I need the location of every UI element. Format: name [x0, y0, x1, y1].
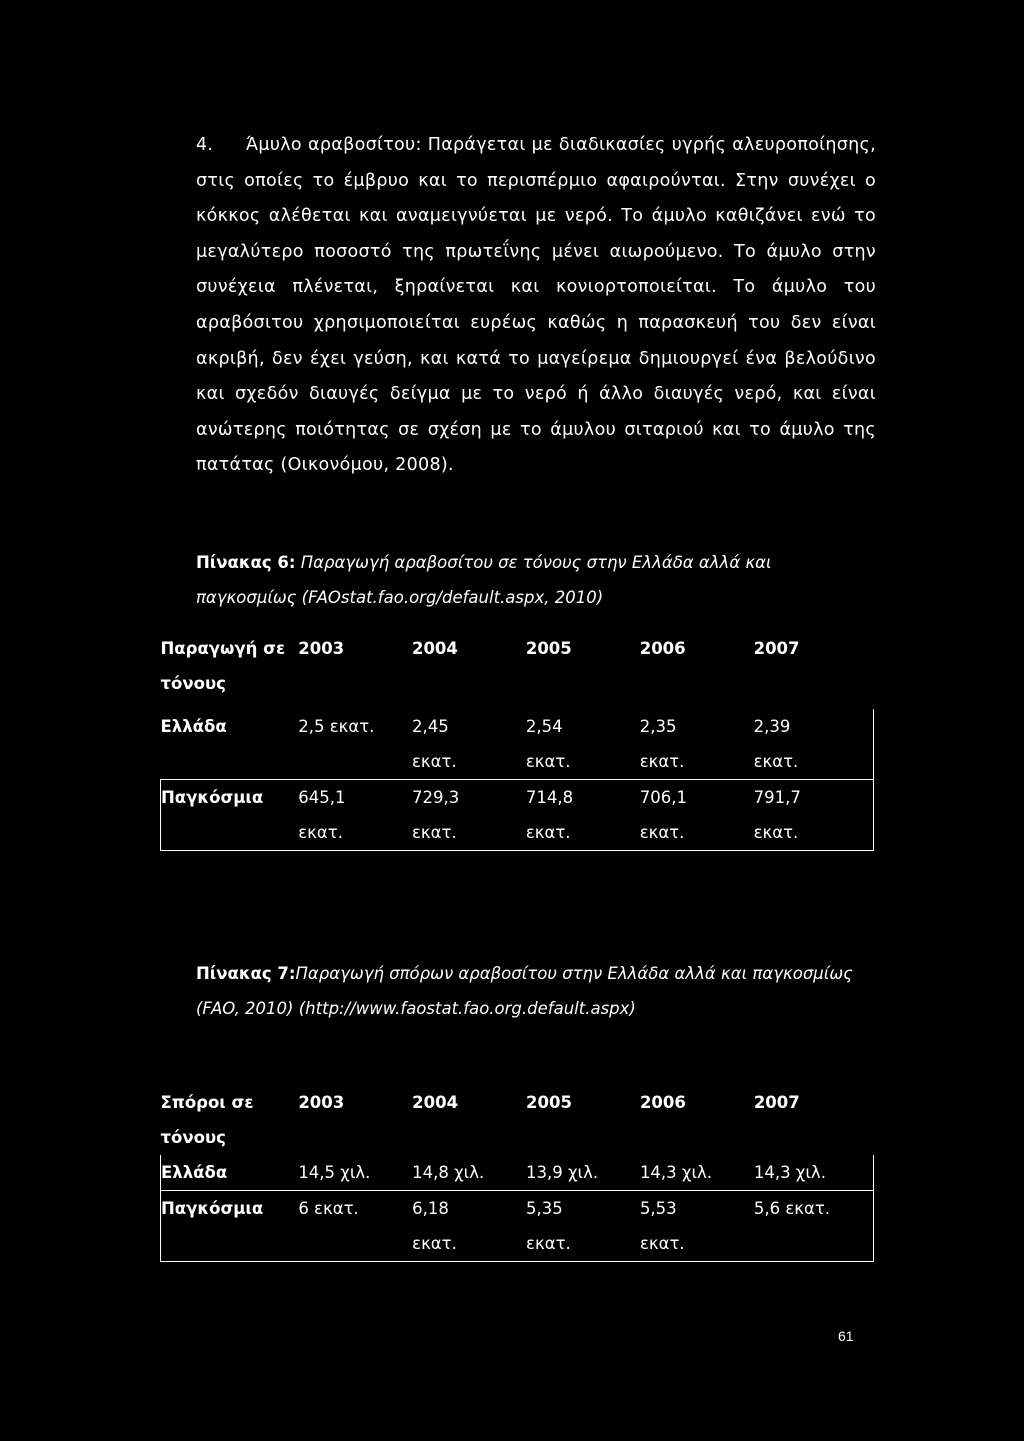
table6-caption-label: Πίνακας 6: [196, 553, 296, 572]
table7-header-cell: 2005 [526, 1093, 572, 1112]
table7-caption [196, 956, 876, 1026]
table-cell: 2,39 εκατ. [754, 709, 874, 780]
table7-header-row [161, 1085, 874, 1155]
paragraph-number: 4. [196, 135, 214, 155]
table-cell: 2,45 εκατ. [411, 717, 457, 771]
table7-caption-label: Πίνακας 7: [196, 964, 296, 983]
table-cell: 13,9 χιλ. [526, 1163, 599, 1182]
table6-caption [196, 545, 876, 615]
table-cell: 2,35 εκατ. [639, 717, 685, 771]
table-cell: 6 εκατ. [298, 1191, 412, 1262]
table-cell: 714,8 εκατ. [526, 780, 640, 851]
table7-header-cell: 2003 [298, 1093, 345, 1112]
body-paragraph [196, 128, 876, 484]
page-number: 61 [838, 1328, 854, 1344]
table-cell: 6,18 εκατ. [412, 1191, 526, 1262]
table7-header-cell: 2006 [639, 1093, 686, 1112]
table6-header-cell: Παραγωγή σε τόνους [160, 639, 286, 693]
table7-caption-text: Παραγωγή σπόρων αραβοσίτου στην Ελλάδα αλλά και παγκοσμίως (FAO, 2010) (http://www.faostat.fao.org.default.aspx) [196, 964, 853, 1018]
table-cell: 14,5 χιλ. [298, 1163, 371, 1182]
table6-caption-text: Παραγωγή αραβοσίτου σε τόνους στην Ελλάδα αλλά και παγκοσμίως (FAOstat.fao.org/default.aspx, 2010) [196, 553, 772, 607]
table-cell: 5,35 εκατ. [526, 1191, 640, 1262]
table-row [161, 709, 874, 780]
table6-header-cell: 2006 [639, 639, 686, 658]
table-cell: 645,1 εκατ. [298, 780, 412, 851]
table6-header-cell: 2007 [753, 639, 800, 658]
table-row [161, 1155, 874, 1191]
table-cell: 14,8 χιλ. [412, 1163, 485, 1182]
table-cell: 706,1 εκατ. [640, 780, 754, 851]
table-cell: 791,7 εκατ. [754, 780, 874, 851]
table-cell: 5,6 εκατ. [754, 1191, 874, 1262]
table6-header-cell: 2004 [411, 639, 458, 658]
table6 [160, 631, 874, 851]
table-cell: 2,54 εκατ. [525, 717, 571, 771]
table-row [161, 780, 874, 851]
table7-header-cell: Σπόροι σε τόνους [160, 1093, 254, 1147]
paragraph-text: Άμυλο αραβοσίτου: Παράγεται με διαδικασίες υγρής αλευροποίησης, στις οποίες το έμβρυο και το περισπέρμιο αφαιρούνται. Στην συνέχει ο κόκκος αλέθεται και αναμειγνύεται με νερό. Το άμυλο καθιζάνει ενώ το μεγαλύτερο ποσοστό της πρωτεΐνης μένει αιωρούμενο. Το άμυλο στην συνέχεια πλένεται, ξηραίνεται και κονιορτοποιείται. Το άμυλο του αραβόσιτου χρησιμοποιείται ευρέως καθώς η παρασκευή του δεν είναι ακριβή, δεν έχει γεύση, και κατά το μαγείρεμα δημιουργεί ένα βελούδινο και σχεδόν διαυγές δείγμα με το νερό ή άλλο διαυγές νερό, και είναι ανώτερης ποιότητας σε σχέση με το άμυλου σιταριού και το άμυλο της πατάτας (Οικονόμου, 2008). [196, 135, 876, 476]
table6-header-cell: 2005 [525, 639, 572, 658]
table6-header-row [161, 631, 874, 709]
table-cell: 2,5 εκατ. [298, 717, 375, 736]
table-cell: 14,3 χιλ. [754, 1155, 874, 1191]
table-cell: 729,3 εκατ. [412, 780, 526, 851]
row-label: Παγκόσμια [161, 1191, 299, 1262]
row-label: Ελλάδα [161, 1155, 299, 1191]
table-row [161, 1191, 874, 1262]
row-label: Ελλάδα [160, 717, 227, 736]
table7-header-cell: 2004 [412, 1093, 459, 1112]
table7 [160, 1085, 874, 1262]
table-cell: 5,53 εκατ. [640, 1191, 754, 1262]
table7-header-cell: 2007 [753, 1093, 800, 1112]
table-cell: 14,3 χιλ. [639, 1163, 713, 1182]
row-label: Παγκόσμια [161, 780, 299, 851]
table6-header-cell: 2003 [298, 639, 345, 658]
